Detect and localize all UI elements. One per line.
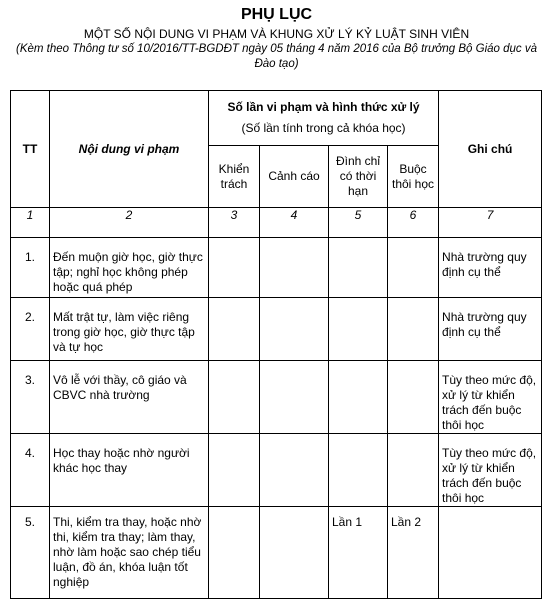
row-khien-trach [209, 238, 260, 298]
row-tt: 4. [11, 434, 50, 507]
row-note: Tùy theo mức độ, xử lý từ khiển trách đến buộc thôi học [439, 361, 542, 434]
row-dinh-chi [329, 361, 388, 434]
row-note: Nhà trường quy định cụ thể [439, 238, 542, 298]
document-subtitle: MỘT SỐ NỘI DUNG VI PHẠM VÀ KHUNG XỬ LÝ KỶ LUẬT SINH VIÊN [83, 27, 470, 41]
column-number: 2 [50, 208, 209, 238]
table-row [11, 361, 542, 434]
header-buoc-thoi-hoc: Buộc thôi học [388, 146, 439, 208]
row-tt: 1. [11, 238, 50, 298]
row-dinh-chi [329, 434, 388, 507]
column-number: 3 [209, 208, 260, 238]
row-buoc-thoi-hoc: Lần 2 [388, 507, 439, 599]
column-number: 4 [260, 208, 329, 238]
header-note: Ghi chú [439, 91, 542, 208]
row-buoc-thoi-hoc [388, 361, 439, 434]
document-reference-note: (Kèm theo Thông tư số 10/2016/TT-BGDĐT ngày 05 tháng 4 năm 2016 của Bộ trưởng Bộ Giáo dục và Đào tạo) [15, 43, 537, 70]
row-content: Mất trật tự, làm việc riêng trong giờ học, giờ thực tập và tự học [50, 298, 209, 361]
column-number-row [11, 208, 542, 238]
row-content: Thi, kiểm tra thay, hoặc nhờ thi, kiểm tra thay; làm thay, nhờ làm hoặc sao chép tiểu luận, đồ án, khóa luận tốt nghiệp [50, 507, 209, 599]
column-number: 6 [388, 208, 439, 238]
row-dinh-chi [329, 298, 388, 361]
header-dinh-chi: Đình chỉ có thời hạn [329, 146, 388, 208]
header-content: Nội dung vi phạm [50, 91, 209, 208]
table-row [11, 298, 542, 361]
row-dinh-chi [329, 238, 388, 298]
violation-table [10, 90, 542, 599]
row-note [439, 507, 542, 599]
row-tt: 5. [11, 507, 50, 599]
row-buoc-thoi-hoc [388, 434, 439, 507]
header-canh-cao: Cảnh cáo [260, 146, 329, 208]
table-row [11, 238, 542, 298]
row-content: Học thay hoặc nhờ người khác học thay [50, 434, 209, 507]
row-khien-trach [209, 361, 260, 434]
row-buoc-thoi-hoc [388, 238, 439, 298]
row-tt: 2. [11, 298, 50, 361]
row-canh-cao [260, 238, 329, 298]
row-tt: 3. [11, 361, 50, 434]
header-khien-trach: Khiển trách [209, 146, 260, 208]
row-canh-cao [260, 361, 329, 434]
document-title: PHỤ LỤC [240, 6, 313, 23]
row-dinh-chi: Lần 1 [329, 507, 388, 599]
table-row [11, 434, 542, 507]
row-canh-cao [260, 298, 329, 361]
row-content: Vô lễ với thầy, cô giáo và CBVC nhà trường [50, 361, 209, 434]
column-number: 1 [11, 208, 50, 238]
header-group-note: (Số lần tính trong cả khóa học) [241, 121, 406, 135]
row-khien-trach [209, 434, 260, 507]
header-group-title: Số lần vi phạm và hình thức xử lý [227, 100, 420, 114]
row-note: Nhà trường quy định cụ thể [439, 298, 542, 361]
row-buoc-thoi-hoc [388, 298, 439, 361]
row-khien-trach [209, 507, 260, 599]
document-header [0, 6, 553, 72]
header-tt: TT [11, 91, 50, 208]
row-note: Tùy theo mức độ, xử lý từ khiển trách đến buộc thôi học [439, 434, 542, 507]
row-khien-trach [209, 298, 260, 361]
row-content: Đến muộn giờ học, giờ thực tập; nghỉ học không phép hoặc quá phép [50, 238, 209, 298]
row-canh-cao [260, 507, 329, 599]
row-canh-cao [260, 434, 329, 507]
column-number: 7 [439, 208, 542, 238]
header-group [209, 91, 439, 146]
column-number: 5 [329, 208, 388, 238]
table-row [11, 507, 542, 599]
